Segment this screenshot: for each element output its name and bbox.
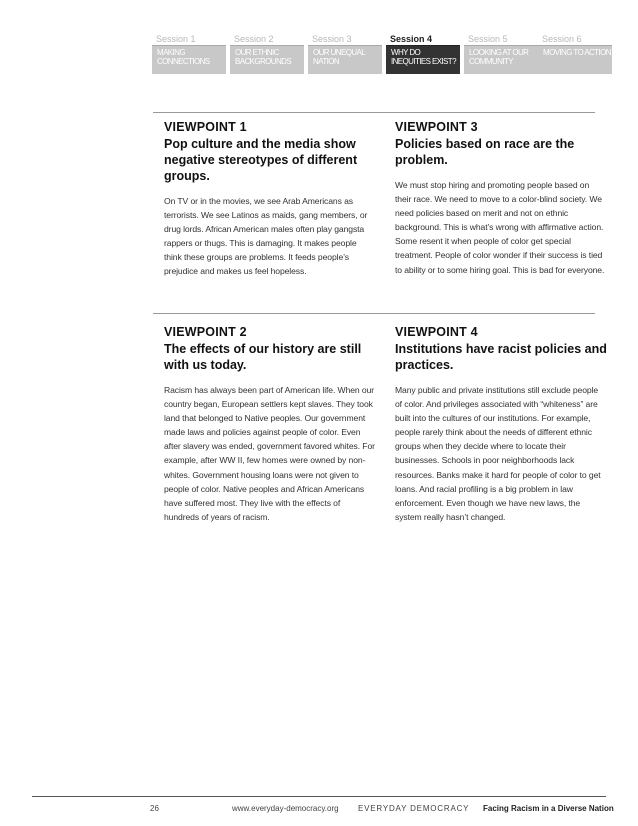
page-number: 26 [150, 804, 159, 813]
viewpoint-body: We must stop hiring and promoting people based on their race. We need to move to a color-blind society. We need policies based on merit and not on ethnic background. This is what’s wrong with affirmative action. Some resent it when people of color get special treatment. People of color wonder if their success is tied to ability or to some hiring goal. This is bad for everyone. [395, 180, 605, 275]
viewpoint-heading: Institutions have racist policies and practices. [395, 342, 607, 372]
viewpoint-body: Many public and private institutions still exclude people of color. And privileges associated with “whiteness” are built into the cultures of our institutions. For example, people rarely think about the needs of different ethnic groups when they decide where to locate their businesses. Schools in poor neighborhoods lack resources. Banks make it hard for people of color to get loans. And racial profiling is a big problem in law enforcement. Even though we have new laws, the system really hasn’t changed. [395, 385, 601, 522]
tab-session-name: OUR ETHNIC BACKGROUNDS [235, 48, 292, 66]
tab-session-number: Session 5 [468, 34, 508, 44]
viewpoint-label: VIEWPOINT 3 [395, 120, 478, 134]
tab-session-6 [538, 34, 612, 74]
tab-session-5 [464, 34, 538, 74]
viewpoint-3 [395, 120, 607, 277]
tab-session-number: Session 4 [390, 34, 433, 44]
tab-session-number: Session 3 [312, 34, 352, 44]
middle-divider [153, 313, 595, 314]
footer-url: www.everyday-democracy.org [232, 804, 339, 813]
tab-session-name: LOOKING AT OUR COMMUNITY [469, 48, 529, 66]
tab-session-name: MAKING CONNECTIONS [157, 48, 210, 66]
viewpoint-label: VIEWPOINT 1 [164, 120, 247, 134]
tab-session-name: WHY DO INEQUITIES EXIST? [391, 48, 456, 66]
tab-session-name: MOVING TO ACTION [543, 48, 611, 57]
tab-box [464, 46, 538, 74]
footer-org: EVERYDAY DEMOCRACY [358, 804, 470, 813]
footer-title: Facing Racism in a Diverse Nation [483, 804, 614, 813]
tab-session-number: Session 6 [542, 34, 582, 44]
tab-session-1 [152, 34, 226, 74]
tab-session-3 [308, 34, 382, 74]
tab-session-4 [386, 34, 460, 74]
top-divider [153, 112, 595, 113]
viewpoint-1 [164, 120, 376, 279]
tab-box [152, 46, 226, 74]
tab-box [538, 46, 612, 74]
viewpoint-body: Racism has always been part of American life. When our country began, European settlers kept slaves. They took land that belonged to Native peoples. Our government made laws and policies against people of color. Even after slavery was ended, government favored whites. For example, after WW II, few homes were owned by non-whites. Government housing loans were not given to people of color. Native peoples and African Americans have suffered most. They live with the effects of hundreds of years of racism. [164, 385, 375, 522]
viewpoint-label: VIEWPOINT 4 [395, 325, 478, 339]
tab-session-name: OUR UNEQUAL NATION [313, 48, 365, 66]
footer-rule [32, 796, 606, 797]
viewpoint-2 [164, 325, 376, 524]
viewpoint-heading: The effects of our history are still with us today. [164, 342, 362, 372]
viewpoint-heading: Pop culture and the media show negative stereotypes of different groups. [164, 137, 358, 183]
tab-session-number: Session 1 [156, 34, 196, 44]
viewpoint-body: On TV or in the movies, we see Arab Americans as terrorists. We see Latinos as maids, gang members, or drug lords. African American males often play gangsta rappers or thugs. This is damaging. It makes people think these groups are problems. It feeds people’s prejudice and makes us feel hopeless. [164, 196, 368, 277]
tab-box [386, 46, 460, 74]
session-tabs [152, 34, 612, 74]
tab-box [230, 46, 304, 74]
viewpoint-4 [395, 325, 607, 524]
tab-box [308, 46, 382, 74]
tab-session-number: Session 2 [234, 34, 274, 44]
tab-session-2 [230, 34, 304, 74]
viewpoint-heading: Policies based on race are the problem. [395, 137, 575, 167]
viewpoint-label: VIEWPOINT 2 [164, 325, 247, 339]
